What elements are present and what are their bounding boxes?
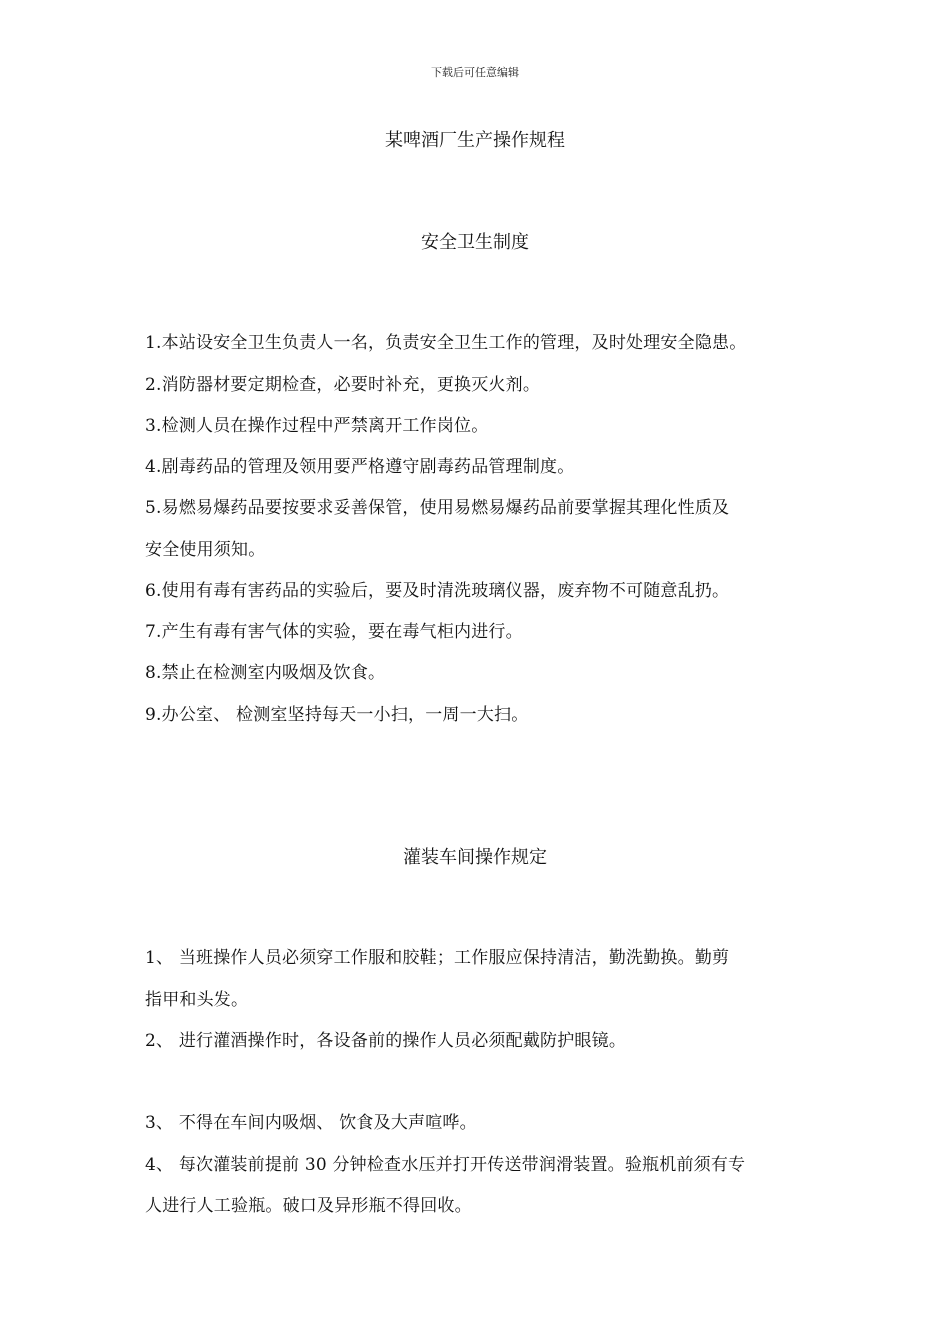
safety-rule-line: 5.易燃易爆药品要按要求妥善保管，使用易燃易爆药品前要掌握其理化性质及 [145, 498, 730, 518]
filling-rule-line: 人进行人工验瓶。破口及异形瓶不得回收。 [145, 1196, 472, 1216]
safety-rule-line: 4.剧毒药品的管理及领用要严格遵守剧毒药品管理制度。 [145, 457, 575, 477]
safety-rule-line: 3.检测人员在操作过程中严禁离开工作岗位。 [145, 416, 489, 436]
safety-rule-line: 9.办公室、 检测室坚持每天一小扫，一周一大扫。 [145, 705, 529, 725]
filling-rule-line: 4、 每次灌装前提前 30 分钟检查水压并打开传送带润滑装置。验瓶机前须有专 [145, 1155, 746, 1175]
section-title-safety: 安全卫生制度 [421, 232, 529, 253]
safety-rule-line: 8.禁止在检测室内吸烟及饮食。 [145, 663, 386, 683]
safety-rule-line: 安全使用须知。 [145, 540, 266, 560]
document-title: 某啤酒厂生产操作规程 [385, 130, 565, 151]
filling-rule-line: 指甲和头发。 [145, 990, 249, 1010]
safety-rule-line: 6.使用有毒有害药品的实验后，要及时清洗玻璃仪器，废弃物不可随意乱扔。 [145, 581, 730, 601]
filling-rule-line: 2、 进行灌酒操作时，各设备前的操作人员必须配戴防护眼镜。 [145, 1031, 627, 1051]
filling-rule-line: 1、 当班操作人员必须穿工作服和胶鞋；工作服应保持清洁，勤洗勤换。勤剪 [145, 948, 730, 968]
section-title-filling: 灌装车间操作规定 [403, 847, 547, 868]
page-header: 下载后可任意编辑 [431, 66, 519, 79]
safety-rule-line: 2.消防器材要定期检查，必要时补充，更换灭火剂。 [145, 375, 541, 395]
safety-rule-line: 7.产生有毒有害气体的实验，要在毒气柜内进行。 [145, 622, 523, 642]
safety-rule-line: 1.本站设安全卫生负责人一名，负责安全卫生工作的管理，及时处理安全隐患。 [145, 333, 747, 353]
filling-rule-line: 3、 不得在车间内吸烟、 饮食及大声喧哗。 [145, 1113, 477, 1133]
